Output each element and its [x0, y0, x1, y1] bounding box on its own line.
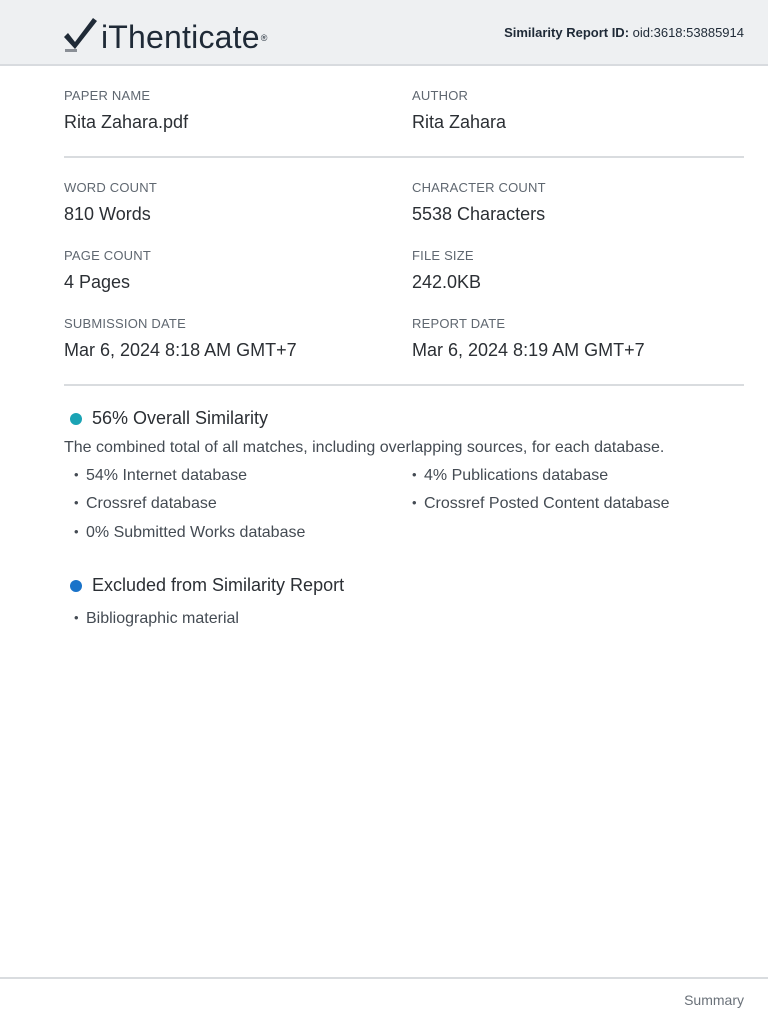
excluded-heading: [70, 575, 344, 596]
submission-date-value: Mar 6, 2024 8:18 AM GMT+7: [64, 340, 297, 360]
overall-similarity-heading: [70, 408, 268, 429]
report-date-value: Mar 6, 2024 8:19 AM GMT+7: [412, 340, 645, 360]
list-item-text: 54% Internet database: [86, 467, 248, 484]
page-count-value: 4 Pages: [64, 272, 131, 292]
similarity-description: The combined total of all matches, including overlapping sources, for each database.: [64, 439, 665, 456]
list-item-text: 0% Submitted Works database: [86, 524, 306, 541]
word-count-value: 810 Words: [64, 204, 151, 224]
similarity-report-id: [504, 25, 744, 40]
list-item-text: Crossref database: [86, 495, 217, 512]
overall-similarity-title: 56% Overall Similarity: [92, 408, 269, 428]
report-id-label: Similarity Report ID:: [504, 25, 630, 40]
paper-name-value: Rita Zahara.pdf: [64, 112, 189, 132]
report-header: [0, 0, 768, 66]
logo-text: iThenticate: [101, 19, 260, 55]
list-item: [412, 495, 670, 513]
author-label: AUTHOR: [412, 88, 469, 103]
divider: [64, 156, 744, 158]
paper-name-label: PAPER NAME: [64, 88, 151, 103]
list-item: [74, 467, 248, 485]
list-item: [74, 610, 239, 628]
divider: [64, 384, 744, 386]
bullet-icon: •: [74, 495, 79, 510]
footer-divider: [0, 977, 768, 979]
list-item-text: Crossref Posted Content database: [424, 495, 670, 512]
page-count-label: PAGE COUNT: [64, 248, 151, 263]
bullet-icon: •: [412, 495, 417, 510]
checkmark-logo-icon: [63, 17, 97, 53]
registered-mark: ®: [260, 33, 268, 43]
similarity-dot-icon: [70, 413, 82, 425]
list-item-text: Bibliographic material: [86, 610, 239, 627]
excluded-title: Excluded from Similarity Report: [92, 575, 345, 595]
report-id-value: oid:3618:53885914: [632, 25, 744, 40]
bullet-icon: •: [412, 467, 417, 482]
list-item-text: 4% Publications database: [424, 467, 609, 484]
ithenticate-logo: [63, 13, 267, 53]
bullet-icon: •: [74, 467, 79, 482]
footer-summary-label: Summary: [684, 992, 744, 1008]
word-count-label: WORD COUNT: [64, 180, 157, 195]
author-value: Rita Zahara: [412, 112, 507, 132]
character-count-value: 5538 Characters: [412, 204, 546, 224]
character-count-label: CHARACTER COUNT: [412, 180, 546, 195]
list-item: [74, 524, 306, 542]
excluded-dot-icon: [70, 580, 82, 592]
report-date-label: REPORT DATE: [412, 316, 506, 331]
bullet-icon: •: [74, 524, 79, 539]
file-size-value: 242.0KB: [412, 272, 482, 292]
list-item: [412, 467, 609, 485]
bullet-icon: •: [74, 610, 79, 625]
file-size-label: FILE SIZE: [412, 248, 474, 263]
submission-date-label: SUBMISSION DATE: [64, 316, 186, 331]
list-item: [74, 495, 217, 513]
